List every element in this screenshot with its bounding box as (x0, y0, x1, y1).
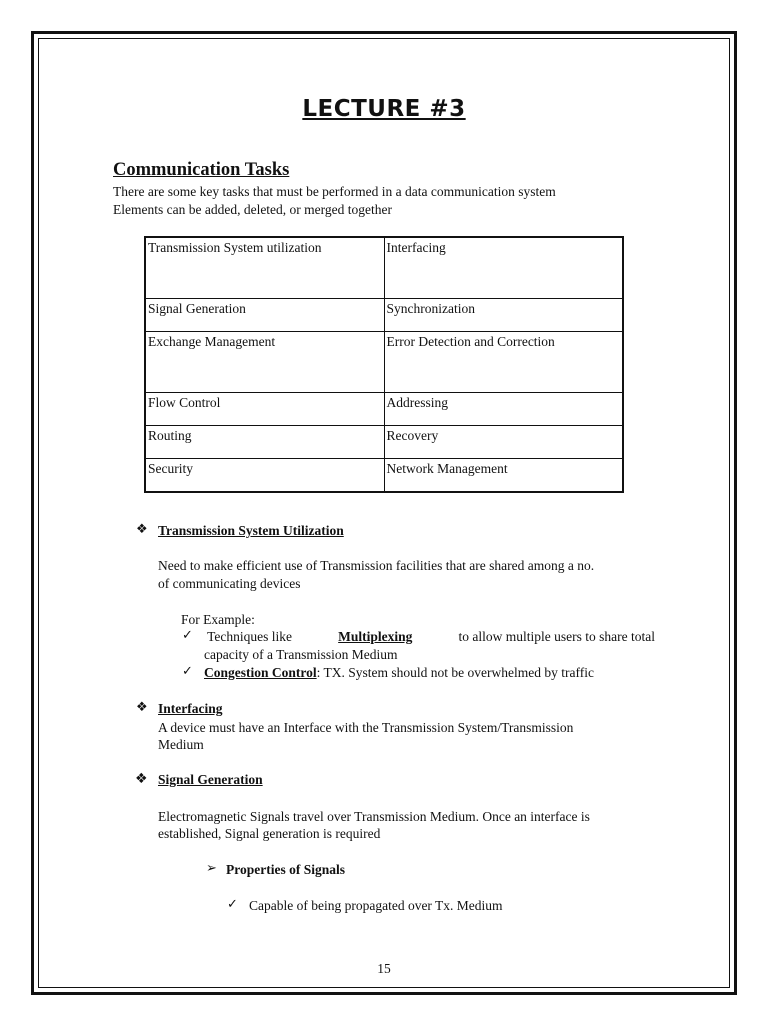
example-item-2 (204, 665, 594, 681)
table-row (145, 393, 623, 426)
table-cell: Error Detection and Correction (384, 332, 623, 393)
page-number: 15 (377, 961, 391, 976)
diamond-bullet-icon: ❖ (136, 700, 148, 715)
table-cell: Exchange Management (145, 332, 384, 393)
table-row (145, 459, 623, 493)
table-cell: Addressing (384, 393, 623, 426)
example-item-1 (204, 629, 655, 645)
item2-text: : TX. System should not be overwhelmed by traffic (316, 665, 594, 680)
table-cell: Security (145, 459, 384, 493)
table-row (145, 299, 623, 332)
diamond-bullet-icon: ❖ (136, 522, 148, 537)
item1-text-pre: Techniques like (204, 629, 296, 644)
table-cell: Network Management (384, 459, 623, 493)
interfacing-para-line-1: A device must have an Interface with the Transmission System/Transmission (158, 720, 574, 735)
intro-line-1: There are some key tasks that must be performed in a data communication system (113, 184, 556, 199)
checkmark-icon: ✓ (182, 628, 193, 643)
checkmark-icon: ✓ (182, 664, 193, 679)
diamond-bullet-icon: ❖ (135, 771, 148, 787)
arrowhead-bullet-icon: ➢ (206, 861, 217, 876)
table-row (145, 237, 623, 299)
table-cell: Recovery (384, 426, 623, 459)
transmission-heading: Transmission System Utilization (158, 523, 344, 538)
property-item-1: Capable of being propagated over Tx. Medium (249, 898, 503, 913)
interfacing-heading: Interfacing (158, 701, 223, 716)
checkmark-icon: ✓ (227, 897, 238, 912)
example-label: For Example: (181, 612, 255, 627)
transmission-para-line-2: of communicating devices (158, 576, 301, 591)
interfacing-para-line-2: Medium (158, 737, 204, 752)
section-heading: Communication Tasks (113, 160, 290, 180)
item1-bold: Multiplexing (338, 629, 413, 644)
table-row (145, 332, 623, 393)
signal-para-line-2: established, Signal generation is required (158, 826, 381, 841)
transmission-para-line-1: Need to make efficient use of Transmission facilities that are shared among a no. (158, 558, 595, 573)
example-item-1-line-2: capacity of a Transmission Medium (204, 647, 398, 662)
table-row (145, 426, 623, 459)
item1-text-post: to allow multiple users to share total (455, 629, 655, 644)
table-cell: Synchronization (384, 299, 623, 332)
table-cell: Flow Control (145, 393, 384, 426)
table-cell: Transmission System utilization (145, 237, 384, 299)
tasks-table (144, 236, 624, 493)
item2-bold: Congestion Control (204, 665, 317, 680)
table-cell: Interfacing (384, 237, 623, 299)
intro-line-2: Elements can be added, deleted, or merged together (113, 202, 393, 217)
signal-generation-heading: Signal Generation (158, 772, 263, 787)
signal-para-line-1: Electromagnetic Signals travel over Transmission Medium. Once an interface is (158, 809, 590, 824)
table-cell: Signal Generation (145, 299, 384, 332)
properties-heading: Properties of Signals (226, 862, 345, 877)
lecture-title: LECTURE #3 (302, 96, 466, 122)
table-cell: Routing (145, 426, 384, 459)
